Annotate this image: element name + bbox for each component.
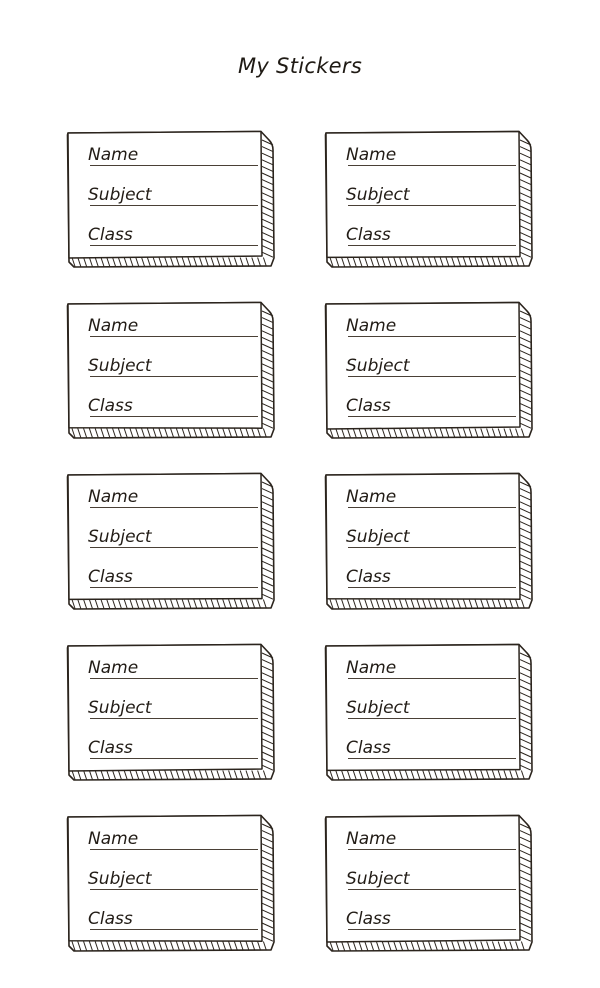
sticker-card <box>324 643 536 783</box>
field-label: Class <box>88 567 133 587</box>
write-line <box>348 718 516 719</box>
write-line <box>348 165 516 166</box>
write-line <box>348 889 516 890</box>
field-label: Class <box>346 909 391 929</box>
field-label: Class <box>346 567 391 587</box>
field-label: Subject <box>346 356 410 376</box>
field-label: Name <box>88 658 139 678</box>
write-line <box>348 849 516 850</box>
write-line <box>90 547 258 548</box>
sticker-field <box>346 351 516 379</box>
sticker-card <box>66 130 278 270</box>
sticker-field <box>88 522 258 550</box>
sticker-field <box>88 482 258 510</box>
sticker-card <box>66 814 278 954</box>
field-label: Class <box>346 225 391 245</box>
field-label: Name <box>346 658 397 678</box>
sticker-field <box>346 653 516 681</box>
write-line <box>348 587 516 588</box>
sticker-field <box>88 220 258 248</box>
sticker-field <box>346 140 516 168</box>
field-label: Class <box>346 738 391 758</box>
field-label: Class <box>88 396 133 416</box>
sticker-field <box>346 562 516 590</box>
field-label: Subject <box>88 869 152 889</box>
field-label: Name <box>346 487 397 507</box>
sticker-field <box>346 864 516 892</box>
field-label: Class <box>346 396 391 416</box>
sticker-card <box>324 472 536 612</box>
sticker-grid <box>66 130 536 954</box>
field-label: Name <box>346 316 397 336</box>
sticker-field <box>88 140 258 168</box>
field-label: Subject <box>346 185 410 205</box>
write-line <box>90 416 258 417</box>
write-line <box>90 245 258 246</box>
write-line <box>90 929 258 930</box>
write-line <box>348 376 516 377</box>
write-line <box>348 507 516 508</box>
field-label: Subject <box>346 527 410 547</box>
sticker-field <box>88 180 258 208</box>
page-title: My Stickers <box>237 54 363 78</box>
write-line <box>90 205 258 206</box>
field-label: Name <box>346 829 397 849</box>
sticker-field <box>346 824 516 852</box>
sticker-card <box>324 814 536 954</box>
sticker-field <box>346 733 516 761</box>
write-line <box>90 849 258 850</box>
field-label: Subject <box>88 185 152 205</box>
sticker-field <box>88 562 258 590</box>
sticker-field <box>346 693 516 721</box>
sticker-field <box>88 904 258 932</box>
sticker-field <box>346 522 516 550</box>
write-line <box>348 547 516 548</box>
write-line <box>348 245 516 246</box>
write-line <box>90 376 258 377</box>
sticker-field <box>346 482 516 510</box>
sticker-card <box>324 301 536 441</box>
sticker-field <box>88 864 258 892</box>
write-line <box>90 758 258 759</box>
field-label: Subject <box>346 869 410 889</box>
field-label: Name <box>88 316 139 336</box>
write-line <box>348 416 516 417</box>
write-line <box>348 205 516 206</box>
write-line <box>90 165 258 166</box>
field-label: Name <box>346 145 397 165</box>
sticker-card <box>66 472 278 612</box>
sticker-field <box>88 351 258 379</box>
sticker-card <box>66 301 278 441</box>
write-line <box>348 336 516 337</box>
write-line <box>348 929 516 930</box>
sticker-field <box>88 824 258 852</box>
field-label: Subject <box>88 527 152 547</box>
field-label: Class <box>88 909 133 929</box>
write-line <box>90 336 258 337</box>
sticker-field <box>88 653 258 681</box>
sticker-field <box>346 904 516 932</box>
field-label: Name <box>88 145 139 165</box>
field-label: Subject <box>88 698 152 718</box>
write-line <box>90 507 258 508</box>
sticker-field <box>346 220 516 248</box>
write-line <box>90 889 258 890</box>
field-label: Name <box>88 487 139 507</box>
sticker-field <box>88 693 258 721</box>
sticker-card <box>324 130 536 270</box>
write-line <box>348 678 516 679</box>
field-label: Class <box>88 738 133 758</box>
sticker-field <box>88 733 258 761</box>
sticker-field <box>88 311 258 339</box>
field-label: Subject <box>346 698 410 718</box>
sticker-field <box>346 311 516 339</box>
sticker-field <box>346 180 516 208</box>
write-line <box>90 718 258 719</box>
sticker-field <box>346 391 516 419</box>
write-line <box>90 678 258 679</box>
field-label: Subject <box>88 356 152 376</box>
write-line <box>90 587 258 588</box>
field-label: Class <box>88 225 133 245</box>
sticker-field <box>88 391 258 419</box>
field-label: Name <box>88 829 139 849</box>
write-line <box>348 758 516 759</box>
sticker-card <box>66 643 278 783</box>
